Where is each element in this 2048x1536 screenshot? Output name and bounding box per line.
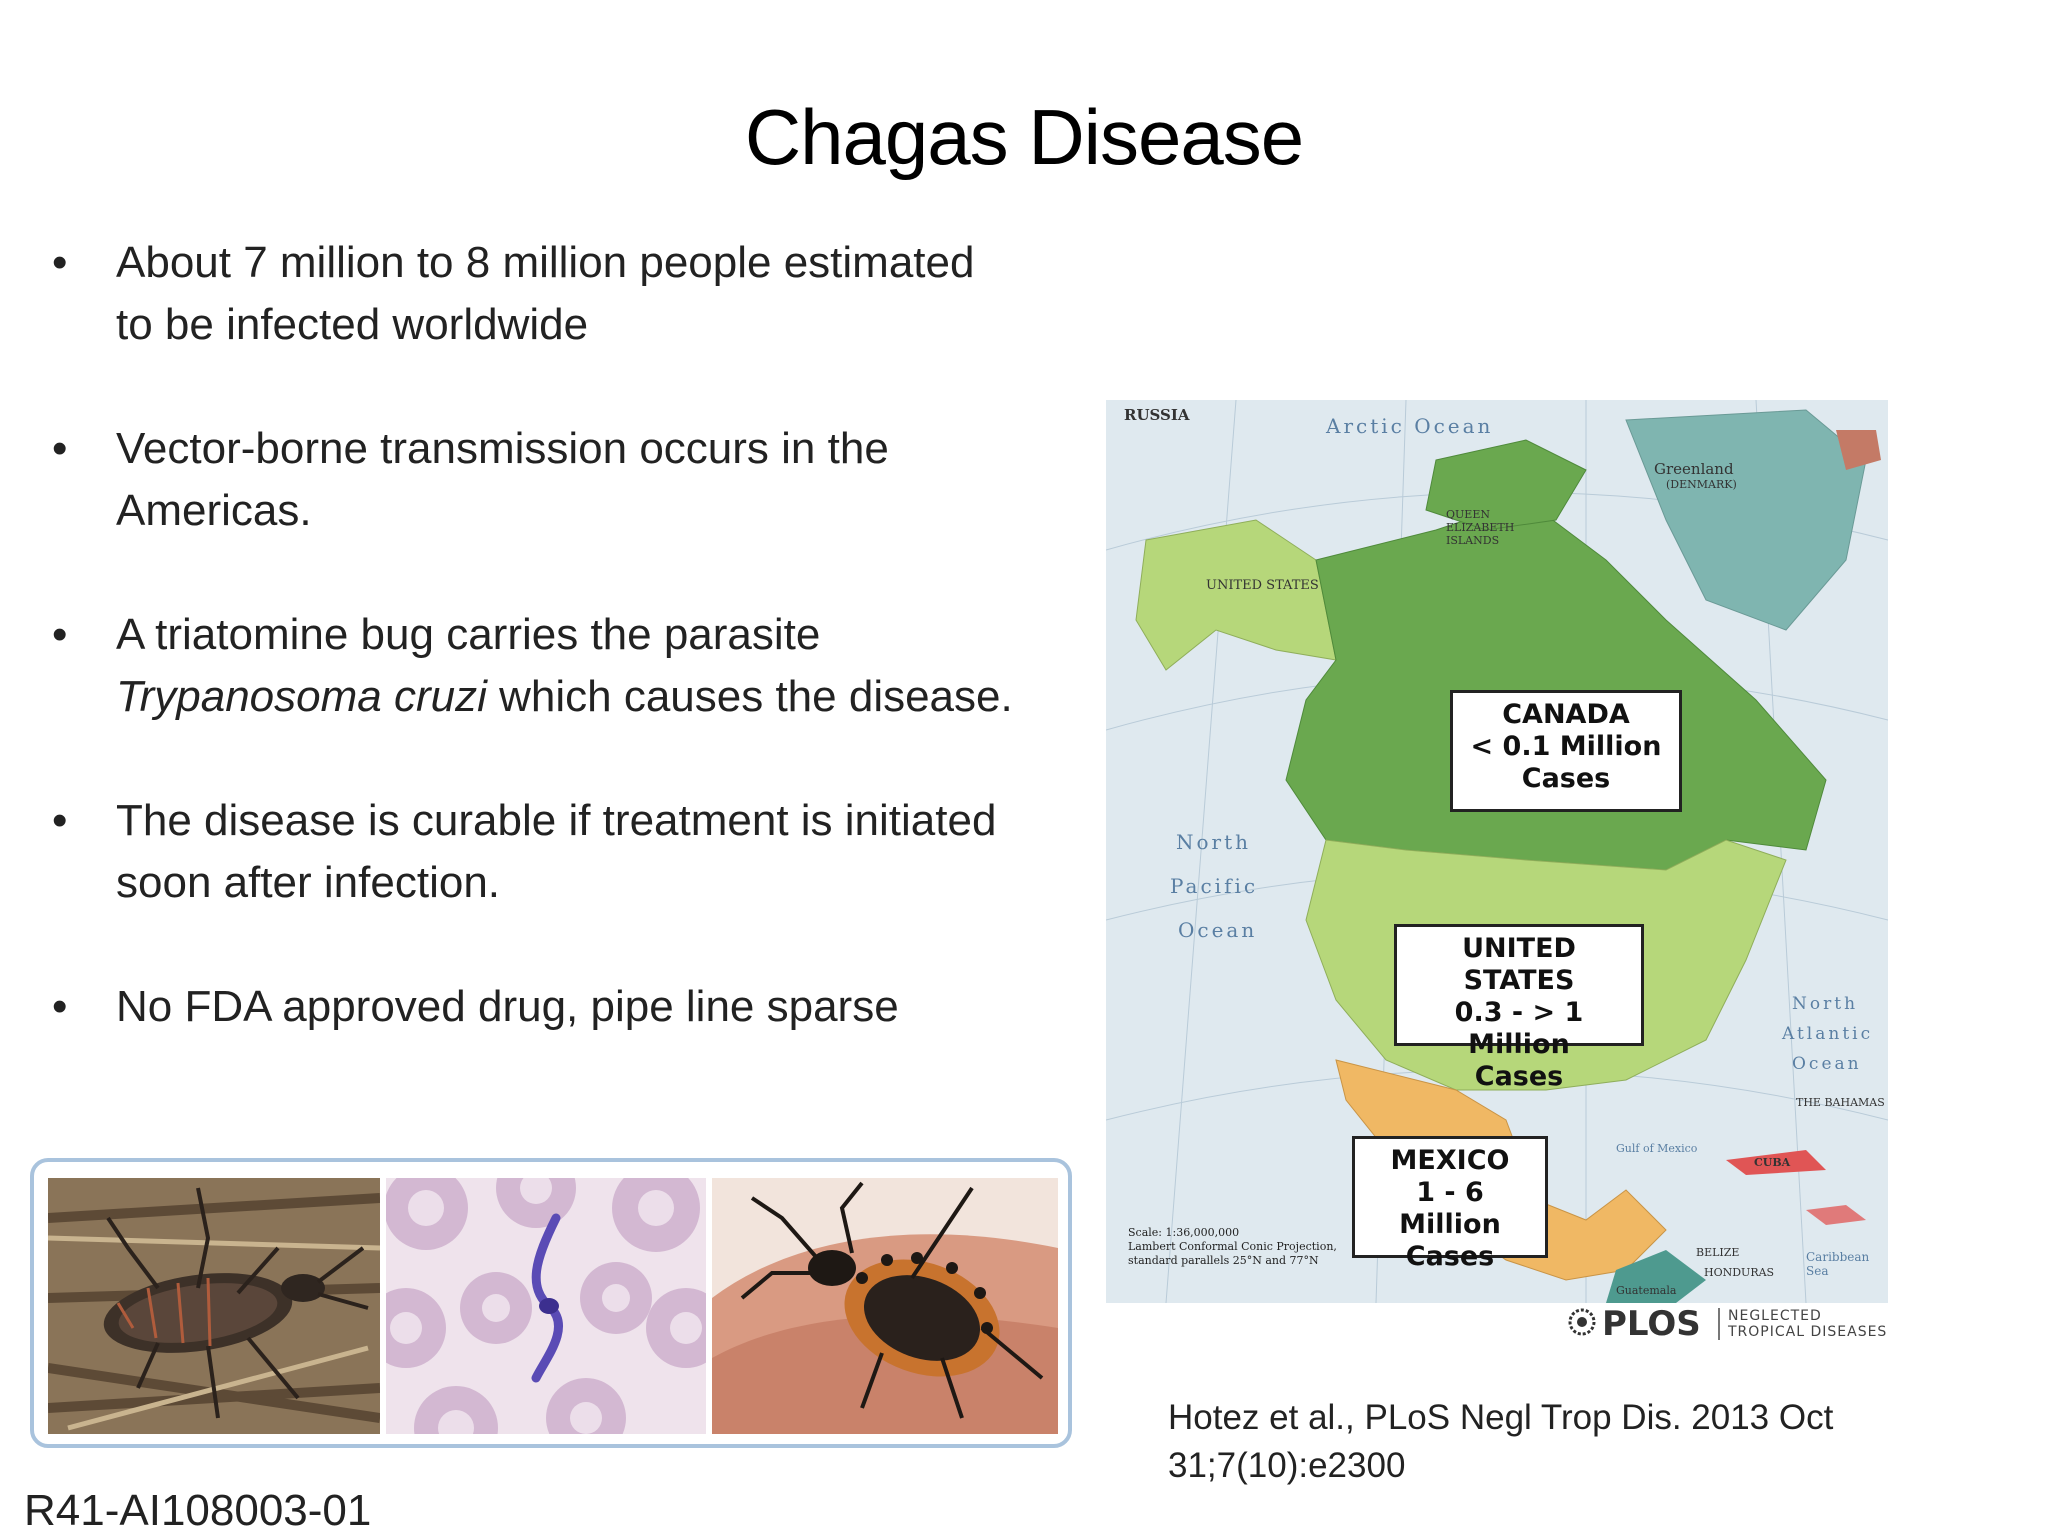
- canada-cases-box: [1450, 690, 1682, 812]
- citation-line: Hotez et al., PLoS Negl Trop Dis. 2013 Oct: [1168, 1398, 1834, 1437]
- bullet-text-pre: A triatomine bug carries the parasite: [116, 610, 821, 659]
- map-label-russia: RUSSIA: [1124, 406, 1190, 424]
- bullet-item: [40, 418, 1020, 542]
- bullet-marker: •: [52, 796, 68, 845]
- map-label-honduras: HONDURAS: [1704, 1266, 1775, 1279]
- bullet-list: [40, 232, 1020, 1100]
- alaska-shape: [1136, 520, 1336, 670]
- map-label-greenland-sub: (DENMARK): [1666, 478, 1737, 491]
- usa-cases-box: [1394, 924, 1644, 1092]
- plos-logo: [1568, 1304, 1898, 1344]
- map-label-north-pacific-2: Pacific: [1170, 874, 1259, 898]
- bullet-text: About 7 million to 8 million people estimated to be infected worldwide: [116, 238, 975, 349]
- canada-unit: Cases: [1521, 763, 1611, 794]
- mexico-value: 1 - 6 Million: [1399, 1177, 1501, 1240]
- triatomine-bug-photo: [48, 1178, 380, 1434]
- bullet-text: No FDA approved drug, pipe line sparse: [116, 982, 899, 1031]
- photo-strip: [30, 1158, 1072, 1448]
- bullet-marker: •: [52, 610, 68, 659]
- map-label-north-pacific-1: North: [1176, 830, 1252, 854]
- north-america-map: [1106, 400, 1888, 1303]
- plos-wordmark: PLOS: [1602, 1304, 1701, 1344]
- map-scale-line: Scale: 1:36,000,000: [1128, 1226, 1240, 1239]
- usa-name: UNITED STATES: [1462, 933, 1576, 996]
- map-label-alaska: UNITED STATES: [1206, 578, 1319, 593]
- map-scale-line: standard parallels 25°N and 77°N: [1128, 1254, 1319, 1267]
- bullet-text-post: which causes the disease.: [486, 672, 1013, 721]
- map-label-belize: BELIZE: [1696, 1246, 1740, 1259]
- map-label-bahamas: THE BAHAMAS: [1796, 1096, 1885, 1109]
- slide-title: Chagas Disease: [744, 93, 1304, 181]
- plos-emblem-icon: [1568, 1308, 1596, 1336]
- map-label-caribbean: Caribbean Sea: [1806, 1250, 1870, 1278]
- map-label-arctic-ocean: Arctic Ocean: [1326, 414, 1494, 438]
- bullet-item: [40, 232, 1020, 356]
- plos-sub-line: TROPICAL DISEASES: [1728, 1324, 1888, 1340]
- plos-divider: [1718, 1308, 1720, 1340]
- plos-sub-line: NEGLECTED: [1728, 1308, 1822, 1324]
- map-label-north-atlantic-1: North: [1792, 994, 1859, 1014]
- map-label-queen-elizabeth: QUEEN ELIZABETH ISLANDS: [1446, 508, 1515, 547]
- bullet-text: The disease is curable if treatment is initiated soon after infection.: [116, 796, 997, 907]
- kissing-bug-on-hand-photo: [712, 1178, 1058, 1434]
- usa-value: 0.3 - > 1 Million: [1454, 997, 1584, 1060]
- bullet-text: Vector-borne transmission occurs in the Americas.: [116, 424, 889, 535]
- map-label-north-atlantic-3: Ocean: [1792, 1054, 1862, 1074]
- map-scale: [1128, 1226, 1337, 1268]
- map-label-guatemala: Guatemala: [1616, 1284, 1677, 1297]
- map-label-cuba: CUBA: [1754, 1156, 1791, 1169]
- map-label-north-atlantic-2: Atlantic: [1782, 1024, 1874, 1044]
- bullet-marker: •: [52, 982, 68, 1031]
- bullet-item: [40, 604, 1020, 728]
- usa-unit: Cases: [1474, 1061, 1564, 1092]
- citation-line: 31;7(10):e2300: [1168, 1446, 1406, 1485]
- bullet-item: [40, 976, 1020, 1038]
- map-label-gulf-mexico: Gulf of Mexico: [1616, 1142, 1698, 1155]
- greenland-shape: [1626, 410, 1866, 630]
- map-label-north-pacific-3: Ocean: [1178, 918, 1258, 942]
- citation: [1168, 1394, 1833, 1490]
- mexico-cases-box: [1352, 1136, 1548, 1272]
- map-scale-line: Lambert Conformal Conic Projection,: [1128, 1240, 1337, 1253]
- mexico-name: MEXICO: [1390, 1145, 1510, 1176]
- canada-value: < 0.1 Million: [1470, 731, 1662, 762]
- mexico-unit: Cases: [1405, 1241, 1495, 1272]
- grant-id: R41-AI108003-01: [24, 1486, 372, 1535]
- plos-subtitle: [1728, 1308, 1887, 1340]
- bullet-item: [40, 790, 1020, 914]
- blood-smear-photo: [386, 1178, 706, 1434]
- map-label-greenland: Greenland: [1654, 460, 1734, 478]
- bullet-marker: •: [52, 238, 68, 287]
- bullet-text-italic: Trypanosoma cruzi: [116, 672, 487, 721]
- bullet-marker: •: [52, 424, 68, 473]
- canada-name: CANADA: [1502, 699, 1630, 730]
